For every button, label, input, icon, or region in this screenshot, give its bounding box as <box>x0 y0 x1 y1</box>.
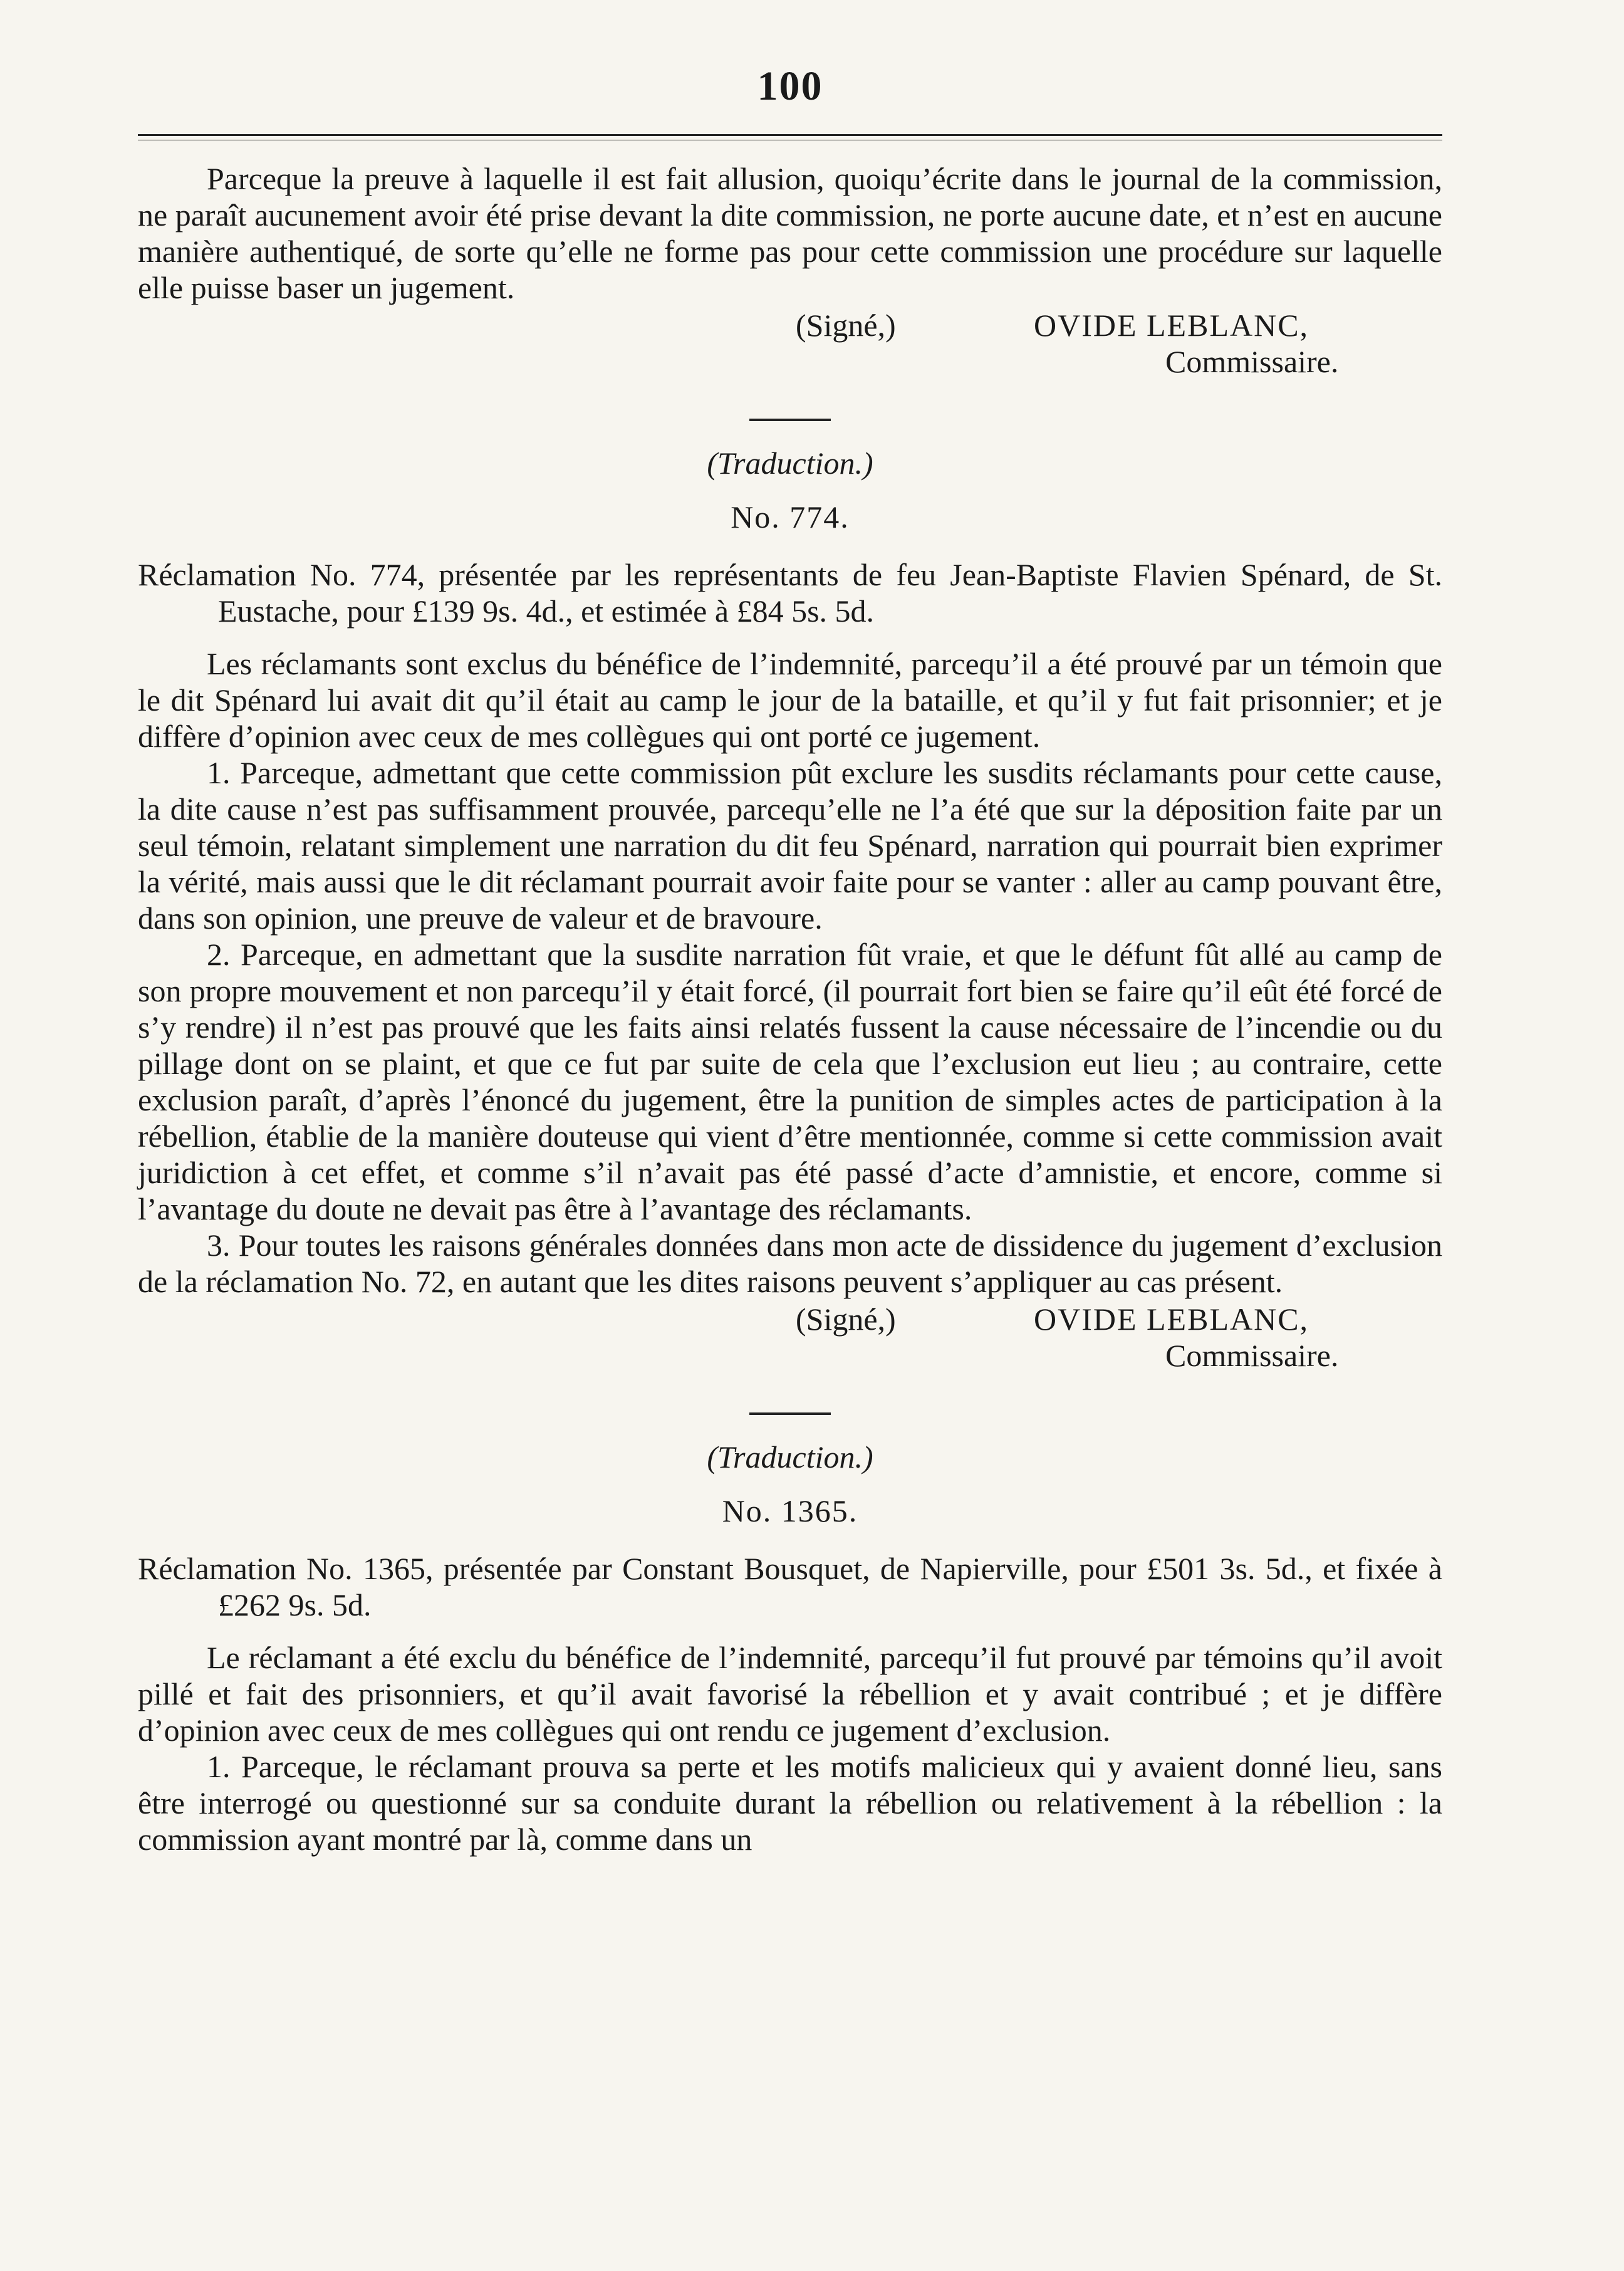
signature-title: Commissaire. <box>1165 1338 1339 1373</box>
signature-name: OVIDE LEBLANC, <box>1034 1302 1309 1337</box>
signature-signed: (Signé,) <box>796 1302 896 1337</box>
opinion-paragraph: Les réclamants sont exclus du bénéfice de l’indemnité, parcequ’il a été prouvé par un témoin que le dit Spénard lui avait dit qu’il était au camp le jour de la bataille, et qu’il y fut fait prisonnier; et je diffère d’opinion avec ceux de mes collègues qui ont porté ce jugement. <box>138 646 1442 754</box>
opinion-paragraph: 1. Parceque, admettant que cette commission pût exclure les susdits réclamants pour cette cause, la dite cause n’est pas suffisamment prouvée, parcequ’elle ne l’a été que sur la déposition faite par un seul témoin, relatant simplement une narration du dit feu Spénard, narration qui pourrait bien exprimer la vérité, mais aussi que le dit réclamant pourrait avoir faite pour se vanter : aller au camp pouvant être, dans son opinion, une preuve de valeur et de bravoure. <box>138 755 1442 936</box>
section1-signature <box>138 306 1442 381</box>
section2-signature <box>138 1300 1442 1375</box>
opinion-paragraph: 2. Parceque, en admettant que la susdite narration fût vraie, et que le défunt fût allé au camp de son propre mouvement et non parcequ’il y était forcé, (il pourrait fort bien se faire qu’il eût été forcé de s’y rendre) il n’est pas prouvé que les faits ainsi relatés fussent la cause nécessaire de l’incendie ou du pillage dont on se plaint, et que ce fut par suite de cela que l’exclusion eut lieu ; au contraire, cette exclusion paraît, d’après l’énoncé du jugement, être la punition de simples actes de participation à la rébellion, établie de la manière douteuse qui vient d’être mentionnée, comme si cette commission avait juridiction à cet effet, et comme s’il n’avait pas été passé d’acte d’amnistie, et encore, comme si l’avantage du doute ne devait pas être à l’avantage des réclamants. <box>138 937 1442 1226</box>
claim-summary: Réclamation No. 774, présentée par les représentants de feu Jean-Baptiste Flavien Spénard, de St. Eustache, pour £139 9s. 4d., et estimée à £84 5s. 5d. <box>138 557 1442 629</box>
separator-rule <box>749 419 831 421</box>
signature-title: Commissaire. <box>1165 344 1339 379</box>
claim-number-heading: No. 1365. <box>722 1493 858 1528</box>
section1-paragraph: Parceque la preuve à laquelle il est fait allusion, quoiqu’écrite dans le journal de la commission, ne paraît aucunement avoir été prise devant la dite commission, ne porte aucune date, et n’est en aucune manière authentiqué, de sorte qu’elle ne forme pas pour cette commission une procédure sur laquelle elle puisse baser un jugement. <box>138 161 1442 305</box>
opinion-paragraph: 3. Pour toutes les raisons générales données dans mon acte de dissidence du jugement d’exclusion de la réclamation No. 72, en autant que les dites raisons peuvent s’appliquer au cas présent. <box>138 1228 1442 1299</box>
claim-summary: Réclamation No. 1365, présentée par Constant Bousquet, de Napierville, pour £501 3s. 5d., et fixée à £262 9s. 5d. <box>138 1551 1442 1622</box>
opinion-paragraph: Le réclamant a été exclu du bénéfice de l’indemnité, parcequ’il fut prouvé par témoins qu’il avoit pillé et fait des prisonniers, et qu’il avait favorisé la rébellion et y avait contribué ; et je diffère d’opinion avec ceux de mes collègues qui ont rendu ce jugement d’exclusion. <box>138 1640 1442 1748</box>
traduction-label: (Traduction.) <box>707 446 873 481</box>
traduction-label: (Traduction.) <box>707 1439 873 1475</box>
separator-rule <box>749 1412 831 1415</box>
signature-signed: (Signé,) <box>796 308 896 343</box>
header-rule <box>138 134 1442 140</box>
claim-number-heading: No. 774. <box>731 499 850 535</box>
signature-name: OVIDE LEBLANC, <box>1034 308 1309 343</box>
opinion-paragraph: 1. Parceque, le réclamant prouva sa perte et les motifs malicieux qui y avaient donné lieu, sans être interrogé ou questionné sur sa conduite durant la rébellion ou relativement à la rébellion : la commission ayant montré par là, comme dans un <box>138 1749 1442 1857</box>
page-number: 100 <box>757 63 823 109</box>
